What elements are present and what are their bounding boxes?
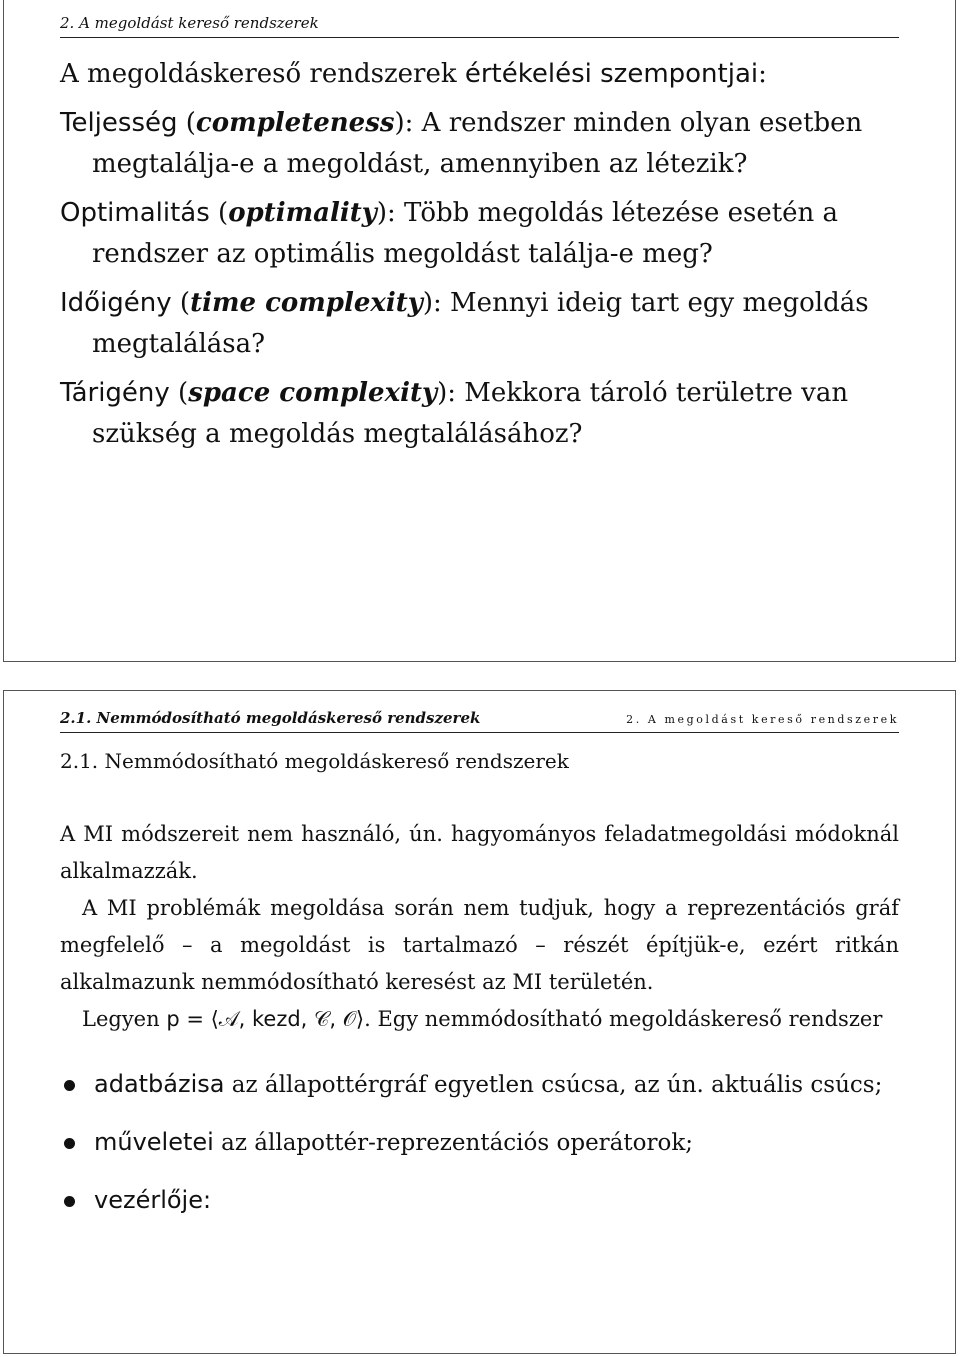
heading-emphasis: értékelési szempontjai — [464, 59, 759, 89]
header-section-title: 2.1. Nemmódosítható megoldáskereső rendszerek — [60, 709, 481, 727]
definition-lead: Legyen — [82, 1007, 167, 1031]
paragraph-definition — [60, 1001, 899, 1038]
slide-body — [60, 743, 899, 1240]
slide-evaluation-criteria — [3, 0, 956, 662]
bullet-dot — [64, 1138, 75, 1149]
heading-colon: : — [758, 59, 767, 89]
criterion-text: : Mennyi ideig tart egy megoldás megtalálása? — [92, 288, 869, 359]
header-chapter-title: 2. A megoldást kereső rendszerek — [626, 713, 899, 726]
criterion-english-term: completeness — [195, 108, 395, 138]
bullet-text: az állapottér-reprezentációs operátorok; — [213, 1130, 694, 1156]
slide-heading — [60, 54, 915, 95]
criterion-term: Időigény — [60, 288, 172, 318]
paragraph-mi-problems: A MI problémák megoldása során nem tudjuk, hogy a reprezentációs gráf megfelelő – a megoldást is tartalmazó – részét építjük-e, ezért ritkán alkalmazunk nemmódosítható keresést az MI területén. — [60, 896, 899, 994]
bullet-dot — [64, 1080, 75, 1091]
section-title: 2.1. Nemmódosítható megoldáskereső rendszerek — [60, 749, 569, 773]
criterion-completeness: Teljesség (completeness): A rendszer minden olyan esetben megtalálja-e a megoldást, amennyiben az létezik? — [60, 108, 863, 179]
criterion-text: : A rendszer minden olyan esetben megtalálja-e a megoldást, amennyiben az létezik? — [92, 108, 863, 179]
bullet-dot — [64, 1196, 75, 1207]
definition-tail: . Egy nemmódosítható megoldáskereső rendszer — [364, 1007, 883, 1031]
heading-text: A megoldáskereső rendszerek — [60, 59, 465, 89]
bullet-database — [60, 1066, 899, 1104]
criterion-space-complexity: Tárigény (space complexity): Mekkora tároló területre van szükség a megoldás megtalálásához? — [60, 378, 849, 449]
criterion-optimality: Optimalitás (optimality): Több megoldás létezése esetén a rendszer az optimális megoldást találja-e meg? — [60, 198, 839, 269]
running-header — [60, 709, 899, 733]
running-header: 2. A megoldást kereső rendszerek — [60, 14, 899, 38]
criterion-english-term: time complexity — [190, 288, 423, 318]
paragraph-intro: A MI módszereit nem használó, ún. hagyományos feladatmegoldási módoknál alkalmazzák. — [60, 822, 899, 883]
criterion-term: Optimalitás — [60, 198, 210, 228]
problem-tuple-formula: p = ⟨𝒜, kezd, 𝒞, 𝒪⟩ — [166, 1007, 365, 1031]
criterion-term: Tárigény — [60, 378, 170, 408]
criterion-english-term: space complexity — [188, 378, 438, 408]
criterion-time-complexity: Időigény (time complexity): Mennyi ideig tart egy megoldás megtalálása? — [60, 288, 869, 359]
bullet-keyword: adatbázisa — [94, 1070, 225, 1098]
bullet-keyword: műveletei — [94, 1128, 214, 1156]
slide-nonmodifiable-systems — [3, 690, 956, 1354]
bullet-operations — [60, 1124, 899, 1162]
criterion-text: : Több megoldás létezése esetén a rendszer az optimális megoldást találja-e meg? — [92, 198, 839, 269]
bullet-control — [60, 1182, 899, 1220]
bullet-text: az állapottérgráf egyetlen csúcsa, az ún. aktuális csúcs; — [224, 1072, 883, 1098]
criterion-english-term: optimality — [228, 198, 377, 228]
criterion-text: : Mekkora tároló területre van szükség a megoldás megtalálásához? — [92, 378, 849, 449]
slide-body — [60, 54, 915, 463]
bullet-text: : — [202, 1186, 212, 1214]
bullet-keyword: vezérlője — [94, 1186, 203, 1214]
criterion-term: Teljesség — [60, 108, 178, 138]
